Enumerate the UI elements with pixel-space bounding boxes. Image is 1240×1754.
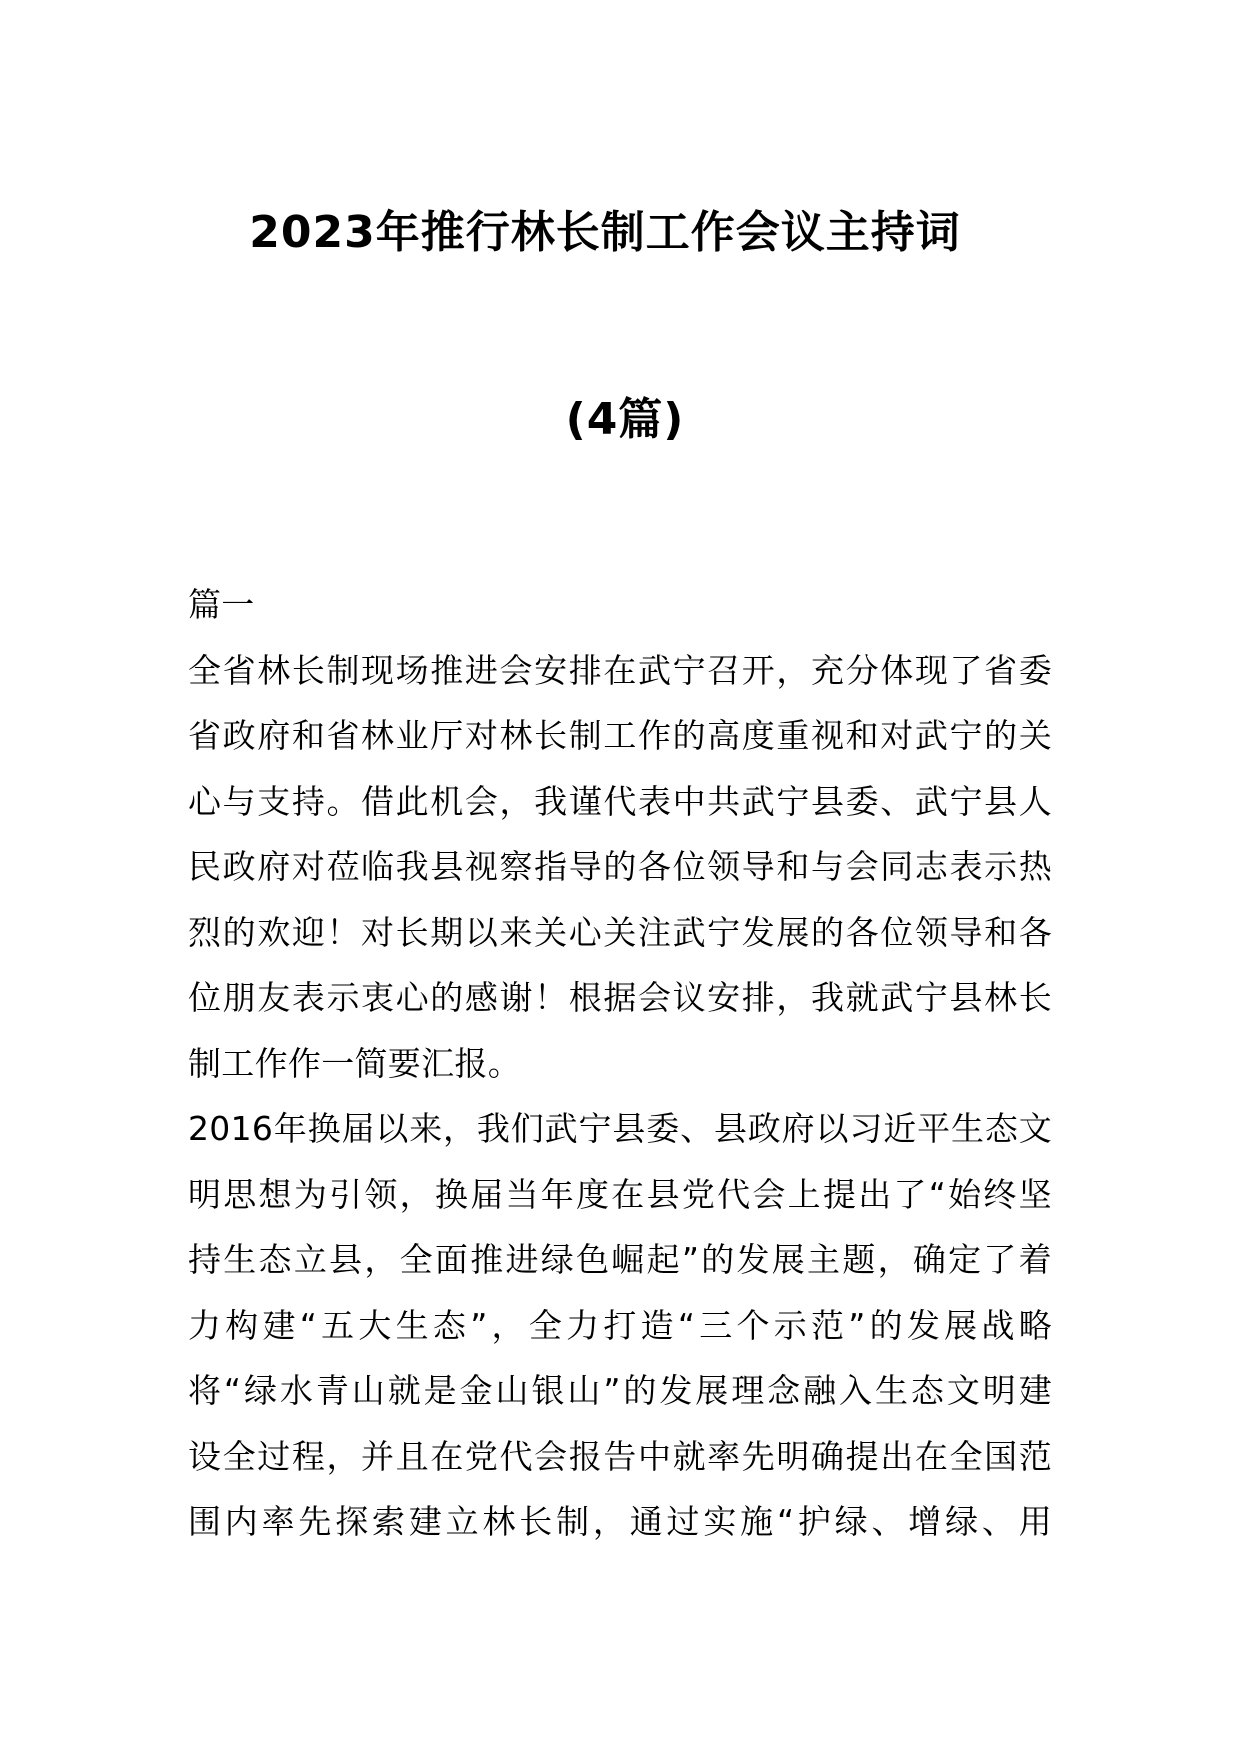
paragraph-line: 持生态立县，全面推进绿色崛起”的发展主题，确定了着	[188, 1240, 1052, 1279]
paragraph-line: 省政府和省林业厅对林长制工作的高度重视和对武宁的关	[188, 716, 1052, 755]
paragraph-line: 力构建“五大生态”，全力打造“三个示范”的发展战略	[188, 1305, 1052, 1345]
document-title: 2023年推行林长制工作会议主持词	[249, 207, 961, 258]
paragraph-line: 将“绿水青山就是金山银山”的发展理念融入生态文明建	[188, 1371, 1052, 1410]
paragraph-line: 围内率先探索建立林长制，通过实施“护绿、增绿、用	[188, 1502, 1052, 1541]
paragraph-line: 民政府对莅临我县视察指导的各位领导和与会同志表示热	[188, 847, 1052, 886]
document-body	[188, 572, 1052, 1555]
document-subtitle: (4篇)	[565, 394, 685, 445]
paragraph-line: 设全过程，并且在党代会报告中就率先明确提出在全国范	[188, 1436, 1052, 1476]
paragraph-line: 全省林长制现场推进会安排在武宁召开，充分体现了省委	[188, 650, 1052, 690]
paragraph-line: 心与支持。借此机会，我谨代表中共武宁县委、武宁县人	[188, 781, 1052, 821]
paragraph-line: 烈的欢迎！对长期以来关心关注武宁发展的各位领导和各	[188, 912, 1052, 952]
paragraph-line: 明思想为引领，换届当年度在县党代会上提出了“始终坚	[188, 1174, 1052, 1214]
paragraph-line: 制工作作一简要汇报。	[188, 1043, 521, 1083]
paragraph-line: 位朋友表示衷心的感谢！根据会议安排，我就武宁县林长	[188, 978, 1052, 1017]
paragraph-line: 2016年换届以来，我们武宁县委、县政府以习近平生态文	[188, 1109, 1052, 1148]
section-heading: 篇一	[188, 585, 255, 624]
